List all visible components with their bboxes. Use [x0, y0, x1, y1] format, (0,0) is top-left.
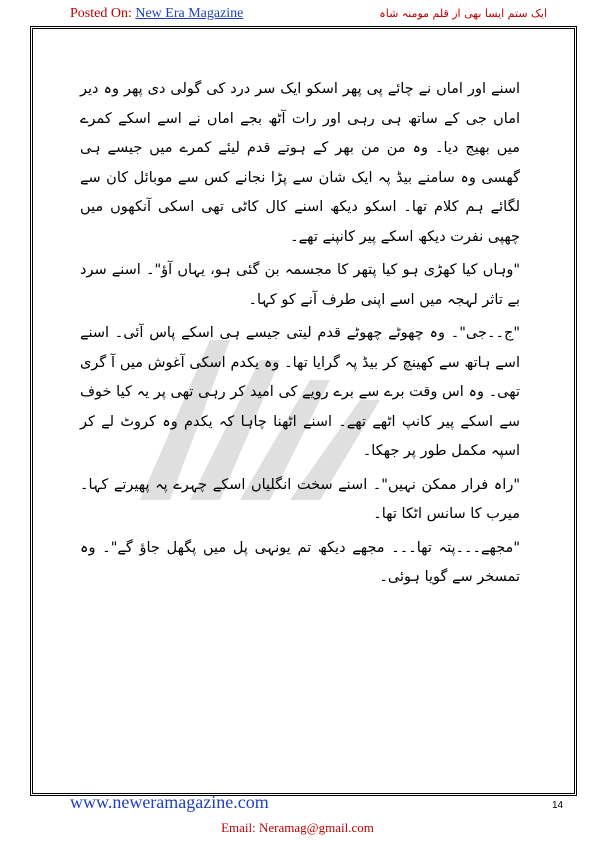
paragraph: "وہاں کیا کھڑی ہو کیا پتھر کا مجسمہ بن گئی ہو، یہاں آؤ"۔ اسنے سرد بے تاثر لہجہ میں اسے اپنی طرف آنے کو کہا۔ [80, 262, 520, 308]
posted-on-label: Posted On: [70, 6, 132, 21]
story-body [80, 75, 520, 597]
email-line: Email: Neramag@gmail.com [221, 820, 374, 835]
page-header [0, 0, 595, 26]
paragraph: "مجھے۔۔۔پتہ تھا۔۔۔ مجھے دیکھ تم یونہی پل میں پگھل جاؤ گے"۔ وہ تمسخر سے گویا ہوئی۔ [80, 539, 520, 585]
paragraph: "ج۔۔جی"۔ وہ چھوٹے چھوٹے قدم لیتی جیسے ہی اسکے پاس آئی۔ اسنے اسے ہاتھ سے کھینچ کر بیڈ پہ گرایا تھا۔ وہ یکدم اسکی آغوش میں آ گری تھی۔ وہ اس وقت برے سے برے رویے کی امید کر رہی تھی پر یہ کیا خوف سے اسکے پیر کانپ اٹھے تھے۔ اسنے اٹھنا چاہا کہ یکدم وہ کروٹ لے کر اسپہ مکمل طور پر جھکا۔ [80, 325, 520, 459]
posted-on-line [70, 6, 243, 22]
page-number: 14 [552, 800, 564, 811]
paragraph: اسنے اور اماں نے چائے پی پھر اسکو ایک سر درد کی گولی دی پھر وہ دیر اماں جی کے ساتھ ہی رہی اور رات آٹھ بجے اماں نے اسے اسکے کمرے میں بھیج دیا۔ وہ من من بھر کے ہوتے قدم لیئے کمرے میں جیسے ہی گھسی وہ سامنے بیڈ پہ ایک شان سے پڑا نجانے کس سے موبائل کان سے لگائے ہم کلام تھا۔ اسکو دیکھ اسنے کال کاٹی تھی اسکی آنکھوں میں چھپی نفرت دیکھ اسکے پیر کانپنے تھے۔ [80, 81, 520, 245]
website-link[interactable]: www.neweramagazine.com [70, 792, 269, 812]
story-title: ایک ستم ایسا بھی از قلم مومنہ شاہ [379, 7, 547, 20]
magazine-link[interactable]: New Era Magazine [135, 6, 244, 21]
paragraph: "راہ فرار ممکن نہیں"۔ اسنے سخت انگلیاں اسکے چہرے پہ پھیرتے کہا۔ میرب کا سانس اٹکا تھا۔ [80, 476, 520, 522]
